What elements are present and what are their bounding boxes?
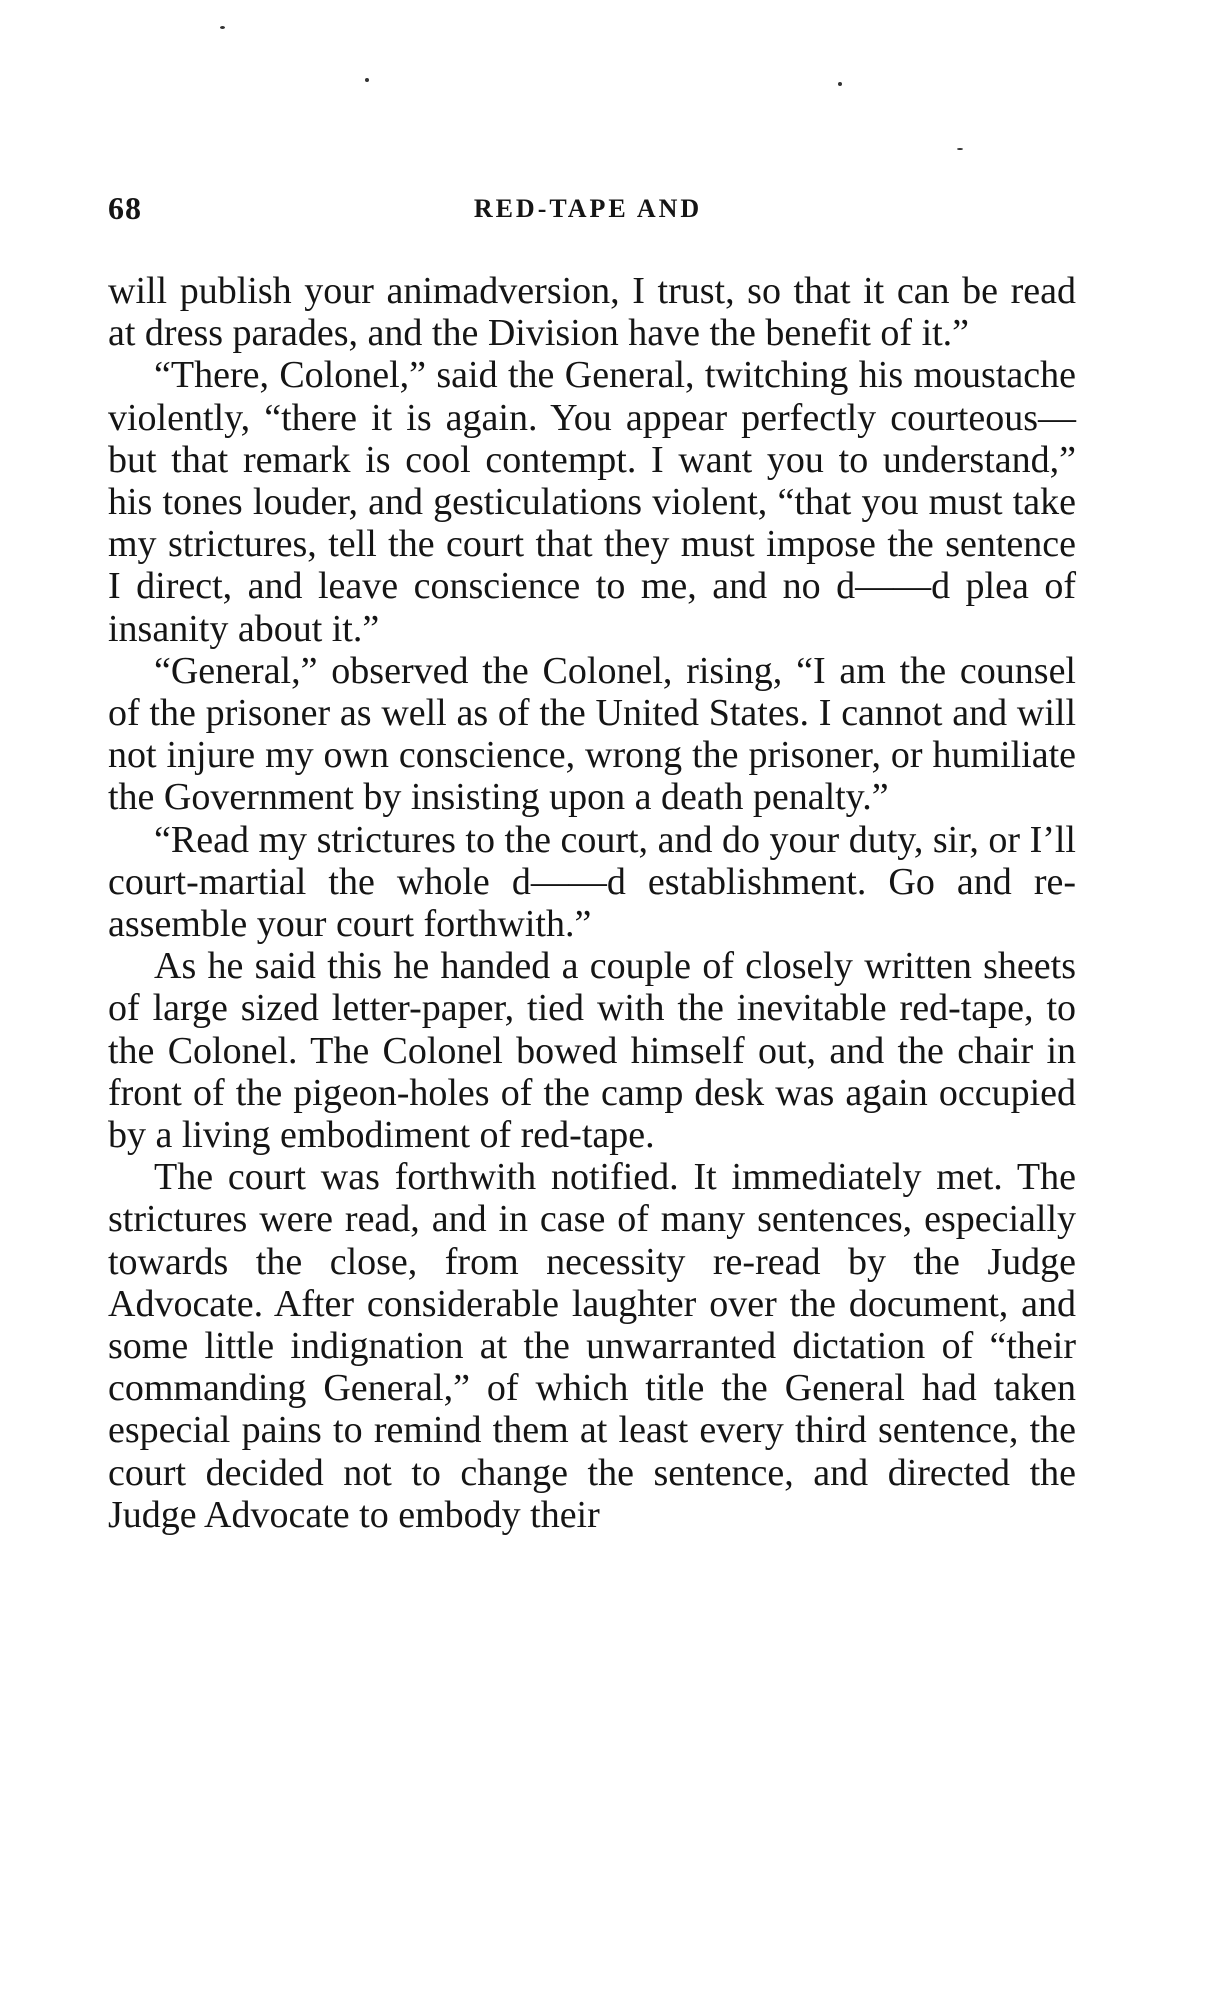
body-text [108,270,1076,1536]
page-header [108,190,1068,234]
scan-speck [957,148,963,150]
page-number: 68 [108,190,142,226]
paragraph: “There, Colonel,” said the General, twitching his moustache violently, “there it is again. You appear perfectly courteous—but that remark is cool contempt. I want you to understand,” his tones louder, and gesticulations violent, “that you must take my strictures, tell the court that they must impose the sentence I direct, and leave conscience to me, and no d——d plea of insanity about it.” [108,354,1076,650]
scan-speck [220,26,225,29]
paragraph: will publish your animadversion, I trust, so that it can be read at dress parades, and the Division have the benefit of it.” [108,270,1076,355]
running-head: RED-TAPE AND [473,194,703,223]
paragraph: “Read my strictures to the court, and do your duty, sir, or I’ll court-martial the whole d——d establishment. Go and re-assemble your court forthwith.” [108,818,1076,946]
paragraph: The court was forthwith notified. It immediately met. The strictures were read, and in case of many sentences, especially towards the close, from necessity re-read by the Judge Advocate. After considerable laughter over the document, and some little indignation at the unwarranted dictation of “their commanding General,” of which title the General had taken especial pains to remind them at least every third sentence, the court decided not to change the sentence, and directed the Judge Advocate to embody their [108,1156,1076,1536]
scan-speck [838,82,842,86]
scan-speck [365,78,369,82]
paragraph: “General,” observed the Colonel, rising, “I am the counsel of the prisoner as well as of the United States. I cannot and will not injure my own conscience, wrong the prisoner, or humiliate the Government by insisting upon a death penalty.” [108,649,1076,819]
paragraph: As he said this he handed a couple of closely written sheets of large sized letter-paper, tied with the inevitable red-tape, to the Colonel. The Colonel bowed himself out, and the chair in front of the pigeon-holes of the camp desk was again occupied by a living embodiment of red-tape. [108,945,1076,1157]
